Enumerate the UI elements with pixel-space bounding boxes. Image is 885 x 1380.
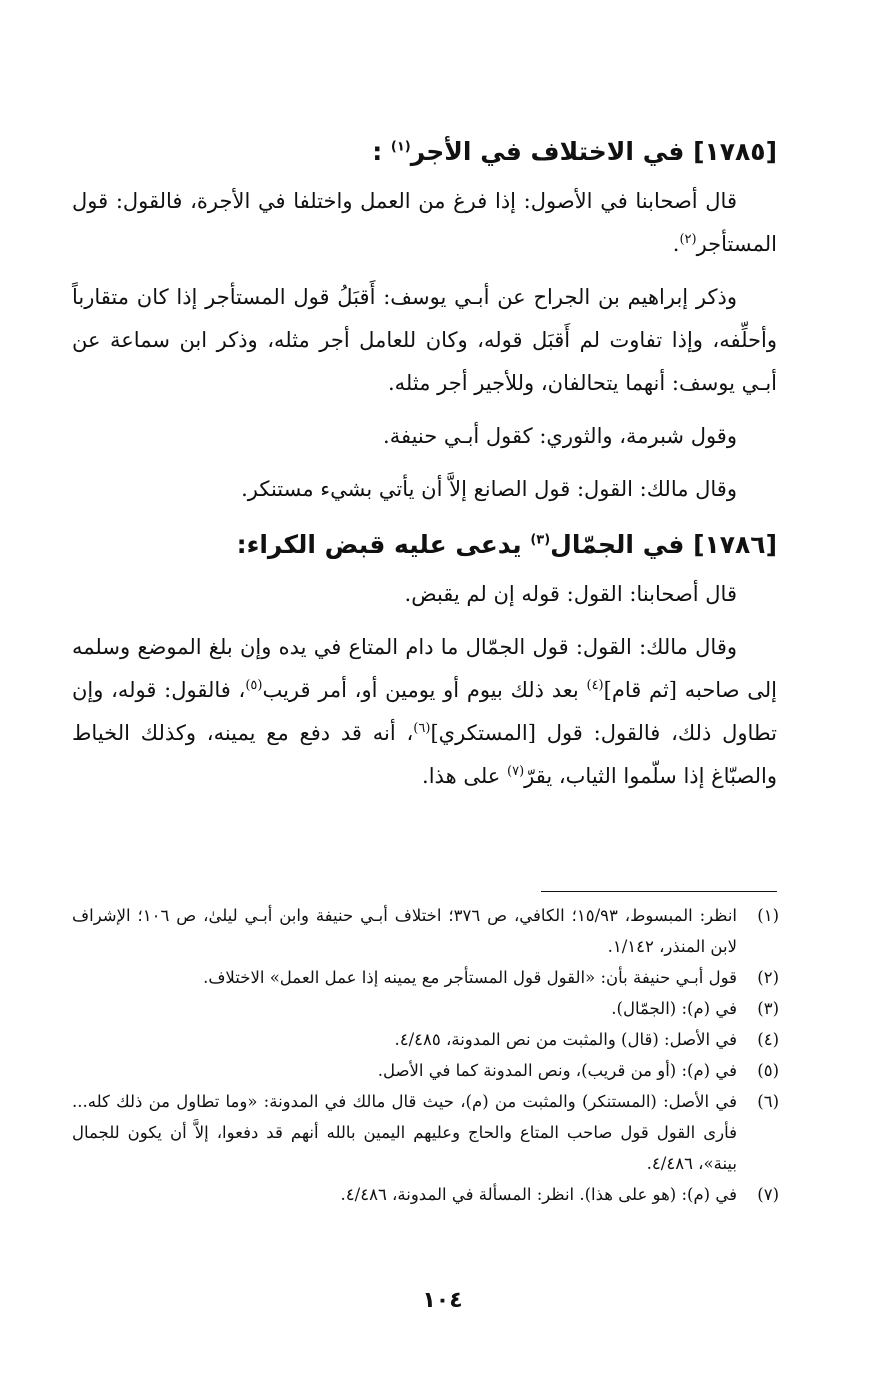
footnote-text: في (م): (هو على هذا). انظر: المسألة في المدونة، ٤/٤٨٦. [340,1185,737,1204]
page-number: ١٠٤ [422,1288,463,1313]
section-heading-1786: [١٧٨٦] في الجمّال$^{(٣)}$ يدعى عليه قبض الكراء: [236,530,777,559]
footnote-item [72,962,779,993]
footnote-text: انظر: المبسوط، ١٥/٩٣؛ الكافي، ص ٣٧٦؛ اختلاف أبـي حنيفة وابن أبـي ليلىٰ، ص ١٠٦؛ الإشراف لابن المنذر، ١/١٤٢. [72,906,737,956]
footnote-ref: (٣) [530,532,551,548]
paragraph: وقال مالك: القول: قول الصانع إلاَّ أن يأتي بشيء مستنكر. [241,477,737,501]
footnote-item [72,1086,779,1179]
footnote-item [72,1024,779,1055]
footnote-item [72,993,779,1024]
footnote-ref: (٤) [586,678,604,693]
footnote-ref: (٥) [245,678,263,693]
footnotes [72,900,779,1210]
footnote-number: (١) [757,906,779,925]
footnote-text: في (م): (أو من قريب)، ونص المدونة كما في الأصل. [377,1061,737,1080]
paragraph: قال أصحابنا في الأصول: إذا فرغ من العمل واختلفا في الأجرة، فالقول: قول المستأجر$^{(٢)}$. [72,189,777,256]
footnote-number: (٣) [757,999,779,1018]
footnote-item [72,1179,779,1210]
footnote-text: في الأصل: (المستنكر) والمثبت من (م)، حيث قال مالك في المدونة: «وما تطاول من ذلك كله... فأرى القول قول صاحب المتاع والحاج وعليهم اليمين بالله أنهم قد دفعوا، إلاَّ أن يكون للجمال بينة»، ٤/٤٨٦. [72,1092,737,1173]
footnote-ref: (٢) [679,232,697,247]
paragraph: وذكر إبراهيم بن الجراح عن أبـي يوسف: أَقبَلُ قول المستأجر إذا كان متقارباً وأحلِّفه، وإذا تفاوت لم أَقبَل قوله، وكان للعامل أجر مثله، وذكر ابن سماعة عن أبـي يوسف: أنهما يتحالفان، وللأجير أجر مثله. [72,285,777,395]
footnote-number: (٧) [757,1185,779,1204]
section-number: [١٧٨٥] [693,137,777,166]
footnote-item [72,1055,779,1086]
footnote-number: (٢) [757,968,779,987]
footnote-number: (٤) [757,1030,779,1049]
paragraph: وقال مالك: القول: قول الجمّال ما دام المتاع في يده وإن بلغ الموضع وسلمه إلى صاحبه [ثم قام]$^{(٤)}$ بعد ذلك بيوم أو يومين أو، أمر قريب$^{(٥)}$، فالقول: قوله، وإن تطاول ذلك، فالقول: قول [المستكري]$^{(٦)}$، أنه قد دفع مع يمينه، وكذلك الخياط والصبّاغ إذا سلّموا الثياب، يقرّ$^{(٧)}$ على هذا. [72,635,777,788]
footnote-ref: (٦) [413,721,431,736]
paragraph: قال أصحابنا: القول: قوله إن لم يقبض. [404,582,737,606]
section-title: في الاختلاف في الأجر [410,137,685,166]
footnote-ref: (٧) [507,764,525,779]
footnote-text: قول أبـي حنيفة بأن: «القول قول المستأجر مع يمينه إذا عمل العمل» الاختلاف. [203,968,737,987]
footnote-number: (٥) [757,1061,779,1080]
footnote-item [72,900,779,962]
section-title: في الجمّال [550,530,685,559]
paragraph: وقول شبرمة، والثوري: كقول أبـي حنيفة. [383,424,737,448]
section-heading-1785: [١٧٨٥] في الاختلاف في الأجر$^{(١)}$ : [372,137,777,166]
footnote-number: (٦) [757,1092,779,1111]
section-number: [١٧٨٦] [693,530,777,559]
main-text [72,128,777,808]
footnote-ref: (١) [390,139,411,155]
footnote-text: في (م): (الجمّال). [611,999,737,1018]
footnote-text: في الأصل: (قال) والمثبت من نص المدونة، ٤/٤٨٥. [394,1030,737,1049]
footnote-separator [541,891,777,892]
